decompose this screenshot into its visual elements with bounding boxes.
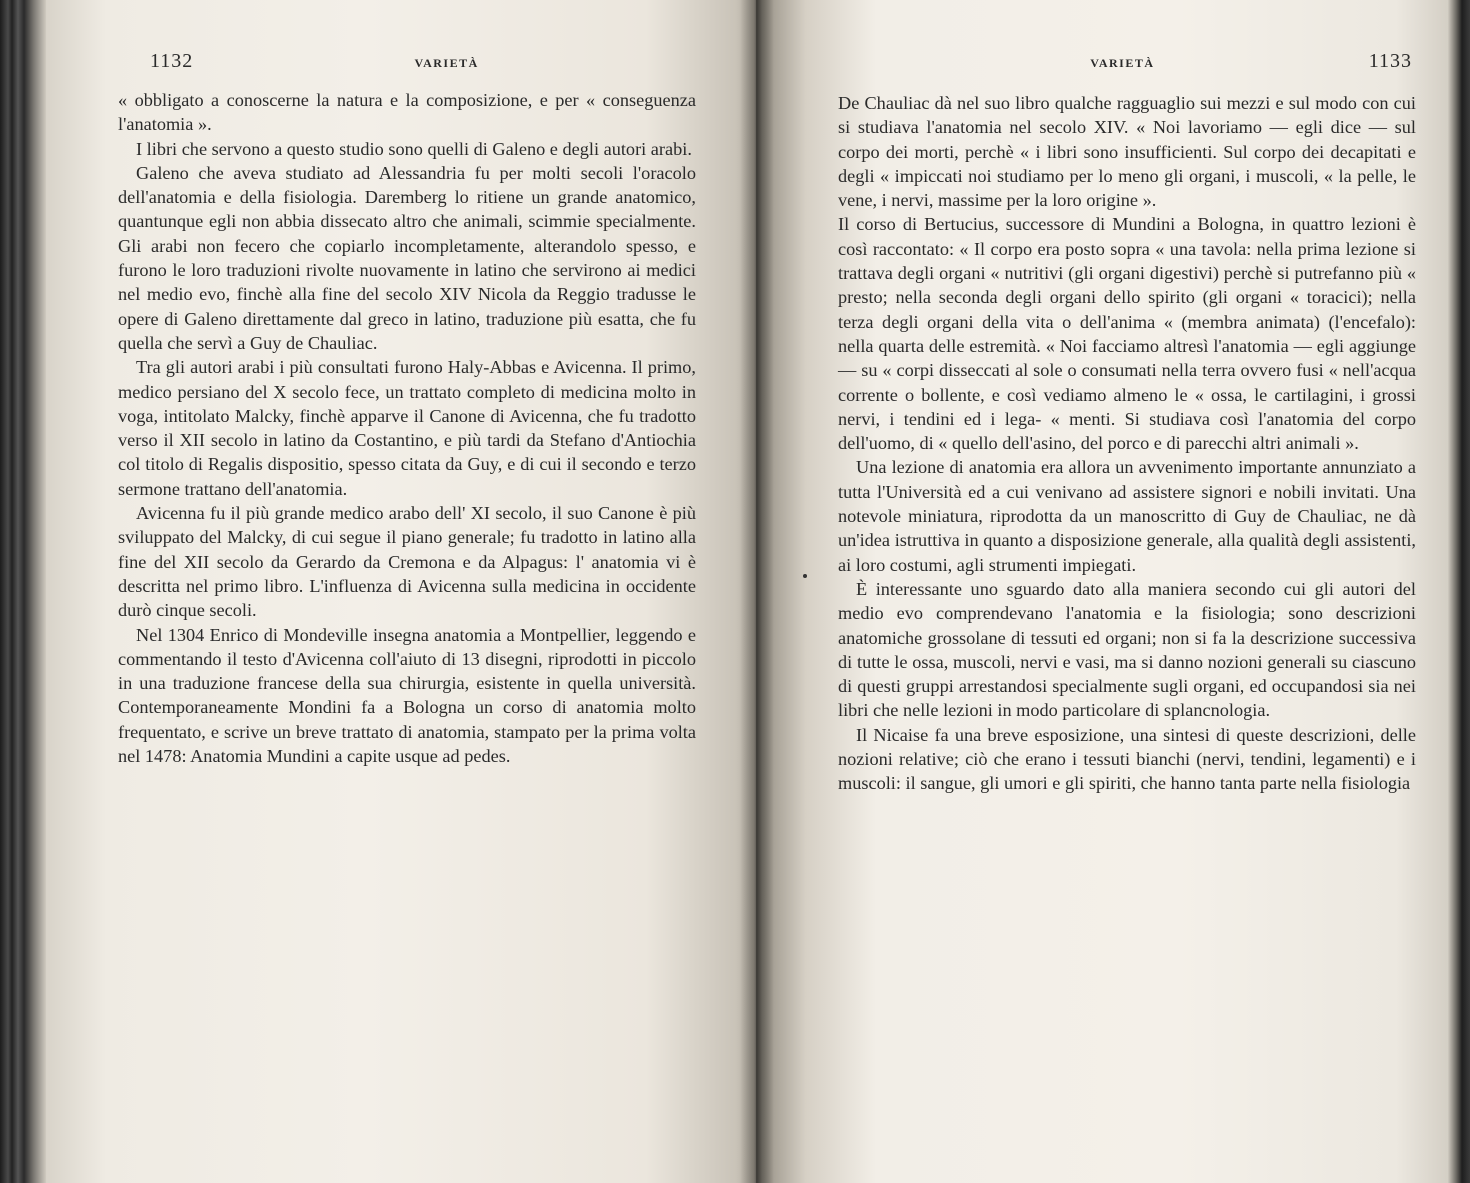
left-running-head: VARIETÀ	[414, 56, 479, 70]
paragraph: Il Nicaise fa una breve esposizione, una sintesi di queste descrizioni, delle nozioni relative; ciò che erano i tessuti bianchi (nervi, tendini, legamenti) e i muscoli: il sangue, gli umori e gli spiriti, che hanno tanta parte nella fisiologia	[838, 724, 1416, 794]
paragraph: Il corso di Bertucius, successore di Mundini a Bologna, in quattro lezioni è così raccontato: « Il corpo era posto sopra « una tavola: nella prima lezione si trattava degli organi « nutritivi (gli organi digestivi) perchè si putrefanno più « presto; nella seconda degli organi dello spirito (gli organi « toracici); nella terza degli organi della vita o dell'anima « (membra animata) (l'encefalo): nella quarta delle estremità. « Noi facciamo altresì l'anatomia — egli aggiunge — su « corpi disseccati al sole o consumati nella terra ovvero fusi « nell'acqua corrente o bollente, e così vediamo almeno le « ossa, le cartilagini, i grossi nervi, i tendini ed i lega- « menti. Si studiava così l'anatomia del corpo dell'uomo, di « quello dell'asino, del porco e di parecchi altri animali ».	[838, 214, 1416, 454]
paragraph: È interessante uno sguardo dato alla maniera secondo cui gli autori del medio evo comprendevano l'anatomia e la fisiologia; sono descrizioni anatomiche grossolane di tessuti ed organi; non si fa la descrizione successiva di tutte le ossa, muscoli, nervi e vasi, ma si danno nozioni generali su ciascuno di questi gruppi arrestandosi specialmente sugli organi, ed occupandosi sia nei libri che nelle lezioni in modo particolare di splancnologia.	[838, 578, 1416, 721]
paragraph: Una lezione di anatomia era allora un avvenimento importante annunziato a tutta l'Università ed a cui venivano ad assistere signori e nobili invitati. Una notevole miniatura, riprodotta da un manoscritto di Guy de Chauliac, ne dà un'idea istruttiva in quanto a disposizione generale, alla qualità degli assistenti, ai loro costumi, agli strumenti impiegati.	[838, 457, 1416, 575]
right-page	[756, 0, 1448, 1183]
book-right-edge	[1448, 0, 1470, 1183]
paragraph: I libri che servono a questo studio sono quelli di Galeno e degli autori arabi.	[136, 138, 692, 159]
paragraph: « obbligato a conoscerne la natura e la composizione, e per « conseguenza l'anatomia ».	[118, 90, 696, 135]
left-page	[46, 0, 756, 1183]
paragraph: Avicenna fu il più grande medico arabo dell' XI secolo, il suo Canone è più sviluppato del Malcky, di cui segue il piano generale; fu tradotto in latino alla fine del XII secolo da Gerardo da Cremona e da Alpagus: l' anatomia vi è descritta nel primo libro. L'influenza di Avicenna sulla medicina in occidente durò cinque secoli.	[118, 503, 696, 621]
left-page-header	[150, 50, 740, 73]
right-page-body	[838, 91, 1416, 796]
right-page-number: 1133	[1368, 50, 1412, 72]
margin-dot	[803, 574, 807, 578]
left-page-number: 1132	[150, 50, 194, 72]
book-gutter	[740, 0, 774, 1183]
paragraph: Nel 1304 Enrico di Mondeville insegna anatomia a Montpellier, leggendo e commentando il testo d'Avicenna coll'aiuto di 13 disegni, riprodotti in piccolo in una traduzione francese della sua chirurgia, esistente in quella università. Contemporaneamente Mondini fa a Bologna un corso di anatomia molto frequentato, e scrive un breve trattato di anatomia, stampato per la prima volta nel 1478: Anatomia Mundini a capite usque ad pedes.	[118, 624, 696, 767]
paragraph: Galeno che aveva studiato ad Alessandria fu per molti secoli l'oracolo dell'anatomia e della fisiologia. Daremberg lo ritiene un grande anatomico, quantunque egli non abbia dissecato altro che animali, scimmie specialmente. Gli arabi non fecero che copiarlo incompletamente, alterandolo spesso, e furono le loro traduzioni rivolte nuovamente in latino che servirono ai medici nel medio evo, finchè alla fine del secolo XIV Nicola da Reggio tradusse le opere di Galeno direttamente dal greco in latino, traduzione più esatta, che fu quella che servì a Guy de Chauliac.	[118, 162, 696, 353]
right-page-header	[836, 50, 1412, 73]
left-page-body	[118, 88, 696, 768]
book-left-edge	[0, 0, 46, 1183]
paragraph: De Chauliac dà nel suo libro qualche ragguaglio sui mezzi e sul modo con cui si studiava l'anatomia nel secolo XIV. « Noi lavoriamo — egli dice — sul corpo dei morti, perchè « i libri sono insufficienti. Sul corpo dei decapitati e degli « impiccati noi studiamo per lo meno gli organi, i muscoli, « la pelle, le vene, i nervi, massime per la loro origine ».	[838, 93, 1416, 211]
right-running-head: VARIETÀ	[1090, 56, 1155, 70]
paragraph: Tra gli autori arabi i più consultati furono Haly-Abbas e Avicenna. Il primo, medico persiano del X secolo fece, un trattato completo di medicina molto in voga, intitolato Malcky, finchè apparve il Canone di Avicenna, che fu tradotto verso il XII secolo in latino da Costantino, e più tardi da Stefano d'Antiochia col titolo di Regalis dispositio, spesso citata da Guy, e di cui il secondo e terzo sermone trattano dell'anatomia.	[118, 357, 696, 499]
